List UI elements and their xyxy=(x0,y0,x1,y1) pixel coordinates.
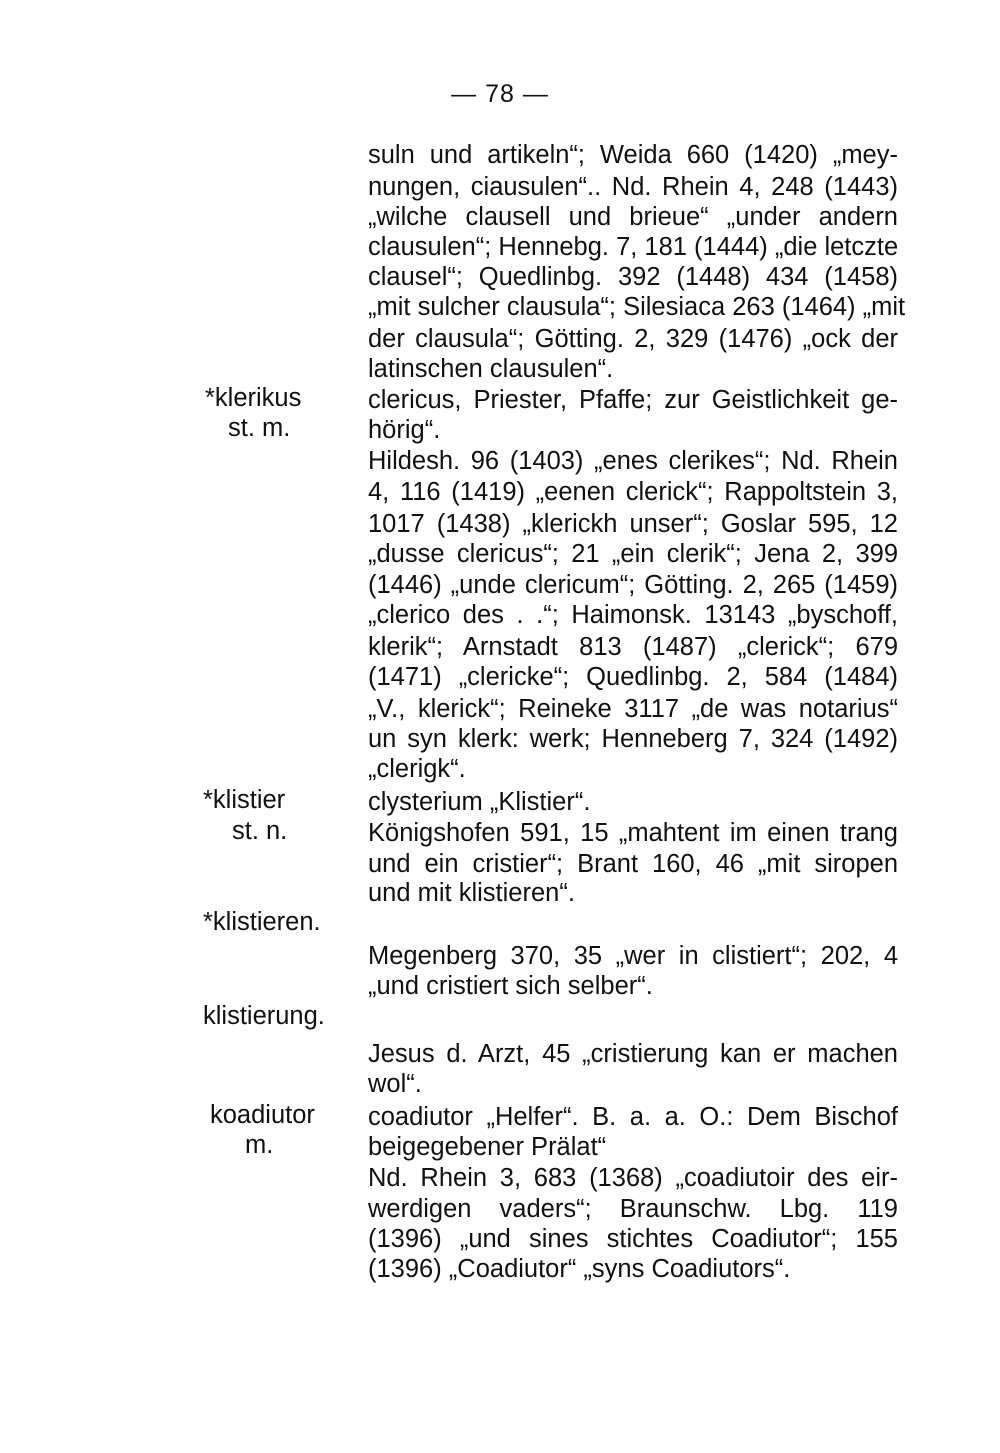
entry-line: Megenberg 370, 35 „wer in clistiert“; 202, 4 xyxy=(368,942,898,970)
headword-grammar: st. m. xyxy=(228,414,291,442)
entry-line: (1396) „und sines stichtes Coadiutor“; 155 xyxy=(368,1225,898,1253)
entry-line: Nd. Rhein 3, 683 (1368) „coadiutoir des eir- xyxy=(368,1164,898,1192)
entry-line: der clausula“; Götting. 2, 329 (1476) „ock der xyxy=(368,325,898,353)
entry-line: (1471) „clericke“; Quedlinbg. 2, 584 (1484) xyxy=(368,663,898,691)
entry-line: „mit sulcher clausula“; Silesiaca 263 (1464) „mit xyxy=(368,293,906,321)
entry-line: „clerico des . .“; Haimonsk. 13143 „byschoff, xyxy=(368,601,898,629)
entry-line: werdigen vaders“; Braunschw. Lbg. 119 xyxy=(368,1195,898,1223)
entry-line: wol“. xyxy=(368,1070,422,1098)
entry-line: Jesus d. Arzt, 45 „cristierung kan er machen xyxy=(368,1040,898,1068)
headword: *klistier xyxy=(203,786,286,814)
headword: *klistieren. xyxy=(203,908,321,936)
headword-grammar: st. n. xyxy=(232,817,288,845)
entry-line: 1017 (1438) „klerickh unser“; Goslar 595, 12 xyxy=(368,510,898,538)
entry-line: und mit klistieren“. xyxy=(368,879,575,907)
entry-line: clericus, Priester, Pfaffe; zur Geistlichkeit ge- xyxy=(368,386,898,414)
entry-line: „wilche clausell und brieue“ „under andern xyxy=(368,203,898,231)
headword: *klerikus xyxy=(205,384,302,412)
entry-line: suln und artikeln“; Weida 660 (1420) „mey- xyxy=(368,141,898,169)
entry-line: (1446) „unde clericum“; Götting. 2, 265 (1459) xyxy=(368,571,898,599)
entry-line: und ein cristier“; Brant 160, 46 „mit siropen xyxy=(368,850,898,878)
entry-line: hörig“. xyxy=(368,416,441,444)
entry-line: latinschen clausulen“. xyxy=(368,355,614,383)
entry-line: „V., klerick“; Reineke 3117 „de was notarius“ xyxy=(368,695,898,723)
entry-line: (1396) „Coadiutor“ „syns Coadiutors“. xyxy=(368,1255,791,1283)
entry-line: clausel“; Quedlinbg. 392 (1448) 434 (1458) xyxy=(368,263,898,291)
page-number: — 78 — xyxy=(451,80,549,108)
entry-line: „und cristiert sich selber“. xyxy=(368,972,653,1000)
entry-line: coadiutor „Helfer“. B. a. a. O.: Dem Bischof xyxy=(368,1103,898,1131)
entry-line: 4, 116 (1419) „eenen clerick“; Rappoltstein 3, xyxy=(368,478,898,506)
headword: klistierung. xyxy=(203,1002,325,1030)
headword-grammar: m. xyxy=(245,1131,274,1159)
entry-line: clysterium „Klistier“. xyxy=(368,788,591,816)
entry-line: Königshofen 591, 15 „mahtent im einen trang xyxy=(368,819,898,847)
entry-line: clausulen“; Hennebg. 7, 181 (1444) „die letczte xyxy=(368,233,899,261)
entry-line: „dusse clericus“; 21 „ein clerik“; Jena 2, 399 xyxy=(368,540,898,568)
entry-line: un syn klerk: werk; Henneberg 7, 324 (1492) xyxy=(368,725,898,753)
entry-line: „clerigk“. xyxy=(368,755,466,783)
entry-line: klerik“; Arnstadt 813 (1487) „clerick“; 679 xyxy=(368,633,898,661)
entry-line: Hildesh. 96 (1403) „enes clerikes“; Nd. Rhein xyxy=(368,447,898,475)
headword: koadiutor xyxy=(210,1101,315,1129)
entry-line: beigegebener Prälat“ xyxy=(368,1133,607,1161)
entry-line: nungen, ciausulen“.. Nd. Rhein 4, 248 (1443) xyxy=(368,173,898,201)
